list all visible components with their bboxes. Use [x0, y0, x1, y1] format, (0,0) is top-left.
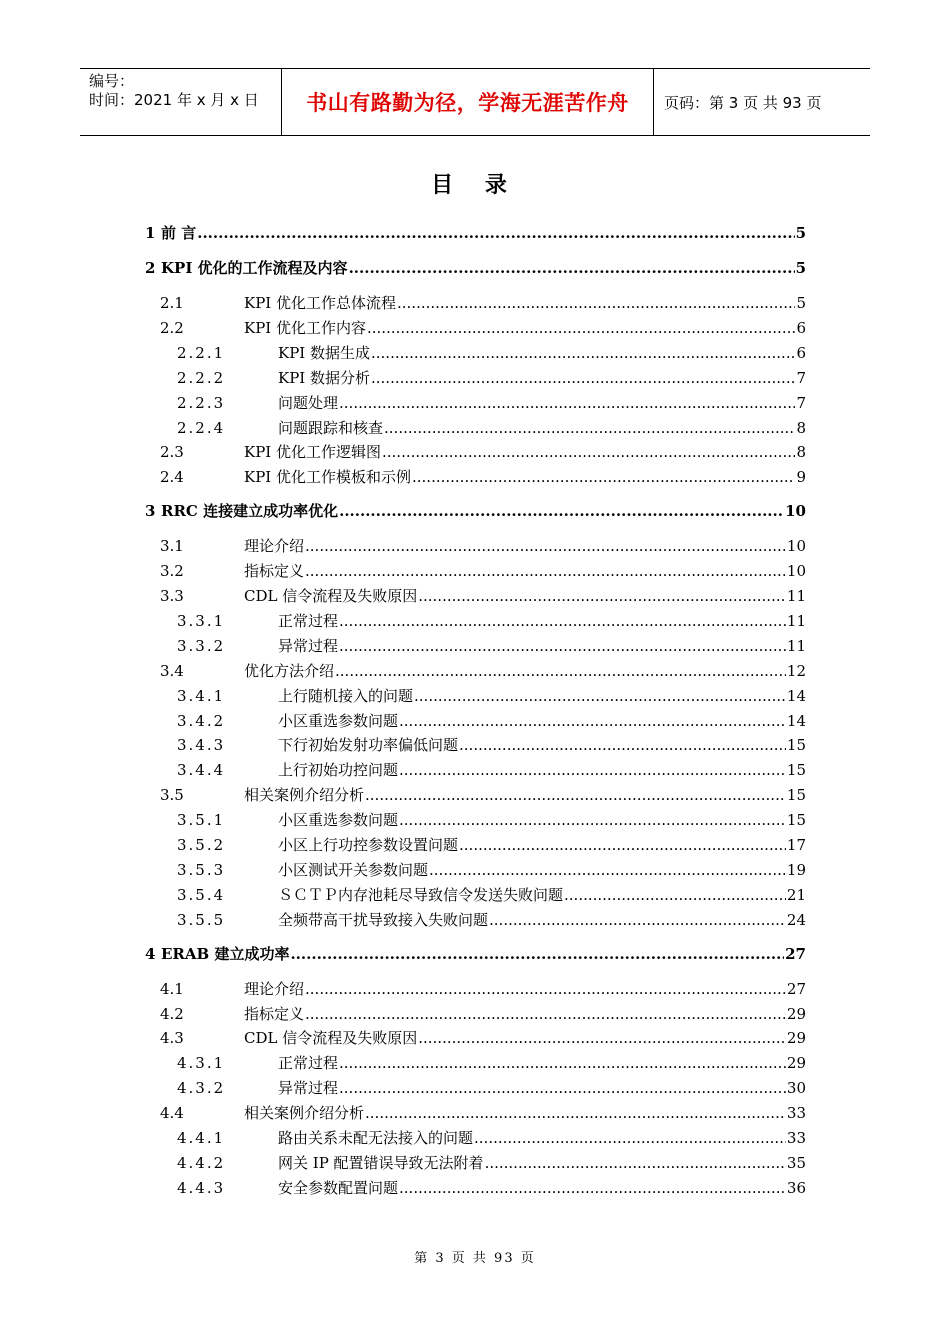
- toc-entry[interactable]: [160, 441, 806, 461]
- toc-entry-page: 7: [796, 368, 806, 387]
- toc-entry-label: 路由关系未配无法接入的问题: [278, 1129, 474, 1147]
- toc-entry-page: 5: [795, 259, 806, 277]
- toc-entry-label: CDL 信令流程及失败原因: [244, 587, 418, 605]
- toc-entry-page: 24: [786, 910, 806, 929]
- toc-leader-dots: [418, 587, 786, 605]
- toc-entry-number: 3.5.2: [177, 836, 226, 854]
- toc-leader-dots: [197, 224, 794, 242]
- toc-entry-number: 4.2: [160, 1004, 184, 1023]
- toc-entry-page: 6: [796, 318, 806, 337]
- toc-entry-number: 4.3.1: [177, 1054, 226, 1073]
- toc-entry-page: 15: [786, 811, 806, 830]
- toc-entry[interactable]: [160, 1003, 806, 1023]
- toc-entry-number: 2.1: [160, 294, 184, 312]
- toc-leader-dots: [339, 1079, 786, 1097]
- toc-leader-dots: [305, 562, 786, 580]
- toc-leader-dots: [349, 259, 795, 277]
- toc-entry[interactable]: [177, 859, 806, 879]
- toc-entry-page: 12: [786, 661, 806, 680]
- toc-entry[interactable]: [177, 367, 806, 387]
- toc-leader-dots: [290, 945, 784, 963]
- toc-entry-label: 上行随机接入的问题: [278, 686, 414, 705]
- toc-leader-dots: [418, 1029, 786, 1047]
- toc-entry-page: 17: [786, 836, 806, 854]
- toc-entry-page: 5: [795, 224, 806, 242]
- toc-entry-page: 6: [796, 343, 806, 362]
- toc-entry-label: 正常过程: [278, 611, 339, 630]
- toc-entry-page: 10: [786, 537, 806, 556]
- toc-title: 目 录: [431, 173, 519, 198]
- toc-entry-number: 2.2: [160, 318, 184, 337]
- toc-entry-number: 3.4.2: [177, 711, 226, 730]
- toc-entry-label: ERAB 建立成功率: [161, 944, 290, 963]
- toc-entry-number: 3.4.3: [177, 736, 226, 755]
- toc-entry-number: 3.3.1: [177, 611, 226, 630]
- toc-leader-dots: [382, 443, 795, 461]
- toc-entry-number: 4.1: [160, 979, 184, 998]
- toc-entry-label: 安全参数配置问题: [278, 1178, 399, 1197]
- toc-leader-dots: [489, 911, 786, 929]
- toc-entry-page: 36: [786, 1178, 806, 1197]
- toc-entry-number: 2.2.1: [177, 343, 226, 362]
- toc-entry-number: 3.3: [160, 587, 184, 605]
- toc-entry-label: RRC 连接建立成功率优化: [161, 502, 339, 521]
- toc-entry-number: 3.4.1: [177, 686, 226, 705]
- toc-entry[interactable]: [177, 342, 806, 362]
- toc-entry[interactable]: [160, 466, 806, 486]
- toc-entry[interactable]: [145, 257, 806, 277]
- toc-entry[interactable]: [145, 500, 806, 520]
- toc-entry-number: 3.1: [160, 537, 184, 556]
- toc-entry-label: KPI 优化工作逻辑图: [244, 443, 381, 462]
- toc-entry-label: 小区上行功控参数设置问题: [278, 836, 459, 854]
- toc-entry-label: ＳＣＴＰ内存池耗尽导致信令发送失败问题: [278, 885, 564, 904]
- toc-entry-number: 2.2.4: [177, 418, 226, 437]
- header-time-label: 时间：2021 年 x 月 x 日: [89, 91, 259, 109]
- toc-entry-page: 29: [786, 1054, 806, 1073]
- toc-entry[interactable]: [177, 1077, 806, 1097]
- toc-entry[interactable]: [177, 1177, 806, 1197]
- toc-entry[interactable]: [145, 222, 806, 242]
- toc-entry-number: 3.4.4: [177, 761, 226, 780]
- toc-entry-number: 3.5.1: [177, 811, 226, 830]
- toc-leader-dots: [564, 886, 786, 904]
- toc-entry-label: 理论介绍: [244, 537, 305, 556]
- toc-leader-dots: [339, 637, 786, 655]
- page-footer: 第 3 页 共 93 页: [414, 1251, 536, 1266]
- toc-leader-dots: [339, 612, 786, 630]
- toc-entry-number: 3.5.3: [177, 860, 226, 879]
- toc-entry[interactable]: [160, 660, 806, 680]
- toc-entry-number: 4.3: [160, 1029, 184, 1048]
- toc-entry[interactable]: [177, 1052, 806, 1072]
- toc-entry-label: 问题处理: [278, 393, 339, 412]
- toc-entry-page: 27: [785, 944, 806, 963]
- toc-leader-dots: [305, 980, 786, 998]
- toc-leader-dots: [339, 394, 795, 412]
- toc-entry-number: 4.4.1: [177, 1129, 226, 1147]
- toc-entry-label: 上行初始功控问题: [278, 761, 399, 780]
- toc-entry[interactable]: [145, 943, 806, 963]
- toc-entry[interactable]: [160, 1102, 806, 1122]
- toc-entry-page: 33: [786, 1129, 806, 1147]
- toc-entry-label: 理论介绍: [244, 979, 305, 998]
- toc-entry[interactable]: [177, 610, 806, 630]
- toc-leader-dots: [371, 344, 795, 362]
- toc-entry-number: 4.4: [160, 1104, 184, 1123]
- toc-entry-page: 15: [786, 761, 806, 780]
- toc-entry-number: 4: [145, 944, 156, 963]
- toc-entry-label: 正常过程: [278, 1054, 339, 1073]
- toc-leader-dots: [412, 468, 795, 486]
- toc-leader-dots: [474, 1129, 786, 1147]
- toc-entry-number: 4.4.2: [177, 1153, 226, 1172]
- toc-entry[interactable]: [177, 1152, 806, 1172]
- toc-entry-label: 异常过程: [278, 636, 339, 655]
- toc-entry-page: 7: [796, 393, 806, 412]
- toc-entry-label: 异常过程: [278, 1079, 339, 1098]
- page-header: [80, 68, 870, 136]
- toc-entry-label: KPI 优化的工作流程及内容: [161, 259, 348, 277]
- toc-entry-label: 问题跟踪和核查: [278, 418, 384, 437]
- header-page-info: 页码：第 3 页 共 93 页: [664, 93, 822, 112]
- toc-entry-number: 3.3.2: [177, 636, 226, 655]
- toc-entry-number: 4.3.2: [177, 1079, 226, 1098]
- toc-leader-dots: [335, 662, 786, 680]
- toc-entry-label: KPI 优化工作内容: [244, 318, 366, 337]
- toc-entry-page: 14: [786, 686, 806, 705]
- toc-leader-dots: [305, 1005, 786, 1023]
- toc-entry-label: 小区重选参数问题: [278, 711, 399, 730]
- toc-entry-page: 30: [786, 1079, 806, 1098]
- toc-leader-dots: [305, 537, 786, 555]
- toc-entry-page: 19: [786, 860, 806, 879]
- toc-leader-dots: [365, 786, 786, 804]
- toc-entry[interactable]: [160, 1027, 806, 1047]
- toc-entry[interactable]: [160, 317, 806, 337]
- toc-entry-label: 指标定义: [244, 562, 305, 581]
- toc-leader-dots: [367, 319, 795, 337]
- toc-leader-dots: [339, 1054, 786, 1072]
- toc-entry-number: 3.5.5: [177, 910, 226, 929]
- toc-entry-number: 3.4: [160, 661, 184, 680]
- toc-entry[interactable]: [160, 560, 806, 580]
- toc-entry-page: 8: [796, 418, 806, 437]
- toc-entry-page: 9: [796, 468, 806, 487]
- toc-leader-dots: [399, 761, 786, 779]
- toc-entry-page: 11: [786, 636, 806, 655]
- toc-leader-dots: [399, 712, 786, 730]
- toc-entry-label: KPI 优化工作模板和示例: [244, 468, 411, 487]
- toc-entry-label: 相关案例介绍分析: [244, 1104, 365, 1123]
- toc-entry-page: 15: [786, 736, 806, 755]
- toc-entry[interactable]: [177, 417, 806, 437]
- toc-entry[interactable]: [177, 685, 806, 705]
- toc-leader-dots: [397, 294, 795, 312]
- toc-entry-page: 11: [786, 611, 806, 630]
- toc-entry[interactable]: [160, 535, 806, 555]
- toc-entry-label: 小区重选参数问题: [278, 811, 399, 830]
- toc-entry-number: 3.2: [160, 562, 184, 581]
- toc-entry-number: 4.4.3: [177, 1178, 226, 1197]
- toc-entry[interactable]: [177, 809, 806, 829]
- toc-entry[interactable]: [160, 292, 806, 312]
- toc-entry[interactable]: [160, 784, 806, 804]
- toc-entry-page: 8: [796, 443, 806, 462]
- toc-entry-number: 2.4: [160, 468, 184, 487]
- toc-entry-label: 全频带高干扰导致接入失败问题: [278, 910, 489, 929]
- toc-entry-page: 27: [786, 979, 806, 998]
- toc-entry[interactable]: [160, 585, 806, 605]
- toc-entry-label: 相关案例介绍分析: [244, 786, 365, 805]
- toc-entry-page: 29: [786, 1004, 806, 1023]
- toc-entry-label: KPI 数据分析: [278, 368, 370, 387]
- toc-entry-page: 21: [786, 885, 806, 904]
- toc-leader-dots: [429, 861, 786, 879]
- toc-entry[interactable]: [177, 1127, 806, 1147]
- toc-entry-page: 10: [786, 562, 806, 581]
- toc-entry-label: KPI 优化工作总体流程: [244, 294, 396, 312]
- toc-entry[interactable]: [177, 392, 806, 412]
- toc-leader-dots: [414, 687, 786, 705]
- toc-entry-label: KPI 数据生成: [278, 343, 370, 362]
- toc-leader-dots: [339, 502, 784, 520]
- toc-entry-label: 网关 IP 配置错误导致无法附着: [278, 1153, 484, 1172]
- header-motto: 书山有路勤为径，学海无涯苦作舟: [282, 69, 654, 135]
- toc-entry-label: 前 言: [161, 224, 197, 242]
- toc-entry-page: 14: [786, 711, 806, 730]
- toc-entry-number: 2.2.3: [177, 393, 226, 412]
- toc-leader-dots: [459, 736, 786, 754]
- toc-entry-page: 33: [786, 1104, 806, 1123]
- toc-entry-number: 2.3: [160, 443, 184, 462]
- toc-entry-number: 3.5.4: [177, 885, 226, 904]
- toc-entry-page: 15: [786, 786, 806, 805]
- toc-entry[interactable]: [177, 734, 806, 754]
- toc-entry[interactable]: [177, 710, 806, 730]
- toc-leader-dots: [399, 811, 786, 829]
- header-meta: [80, 69, 282, 135]
- toc-entry-number: 2.2.2: [177, 368, 226, 387]
- toc-leader-dots: [399, 1179, 786, 1197]
- toc-entry[interactable]: [177, 834, 806, 854]
- toc-leader-dots: [459, 836, 786, 854]
- toc-leader-dots: [371, 369, 795, 387]
- toc-entry-label: 指标定义: [244, 1004, 305, 1023]
- toc-leader-dots: [365, 1104, 786, 1122]
- toc-entry-page: 5: [796, 294, 806, 312]
- toc-entry[interactable]: [177, 884, 806, 904]
- toc-entry-page: 11: [786, 587, 806, 605]
- toc-entry[interactable]: [177, 759, 806, 779]
- toc-entry-number: 2: [145, 259, 156, 277]
- toc-entry-page: 35: [786, 1153, 806, 1172]
- toc-entry-number: 3: [145, 502, 156, 521]
- toc-entry-label: 下行初始发射功率偏低问题: [278, 736, 459, 755]
- toc-entry[interactable]: [160, 978, 806, 998]
- toc-leader-dots: [485, 1154, 786, 1172]
- toc-entry[interactable]: [177, 635, 806, 655]
- toc-entry-page: 29: [786, 1029, 806, 1048]
- toc-entry-number: 1: [145, 224, 156, 242]
- toc-entry-label: CDL 信令流程及失败原因: [244, 1029, 418, 1048]
- toc-entry[interactable]: [177, 909, 806, 929]
- toc-entry-page: 10: [785, 502, 806, 521]
- toc-entry-label: 优化方法介绍: [244, 661, 335, 680]
- toc-entry-label: 小区测试开关参数问题: [278, 860, 429, 879]
- toc-entry-number: 3.5: [160, 786, 184, 805]
- header-number-label: 编号：: [89, 72, 135, 90]
- toc-leader-dots: [384, 419, 795, 437]
